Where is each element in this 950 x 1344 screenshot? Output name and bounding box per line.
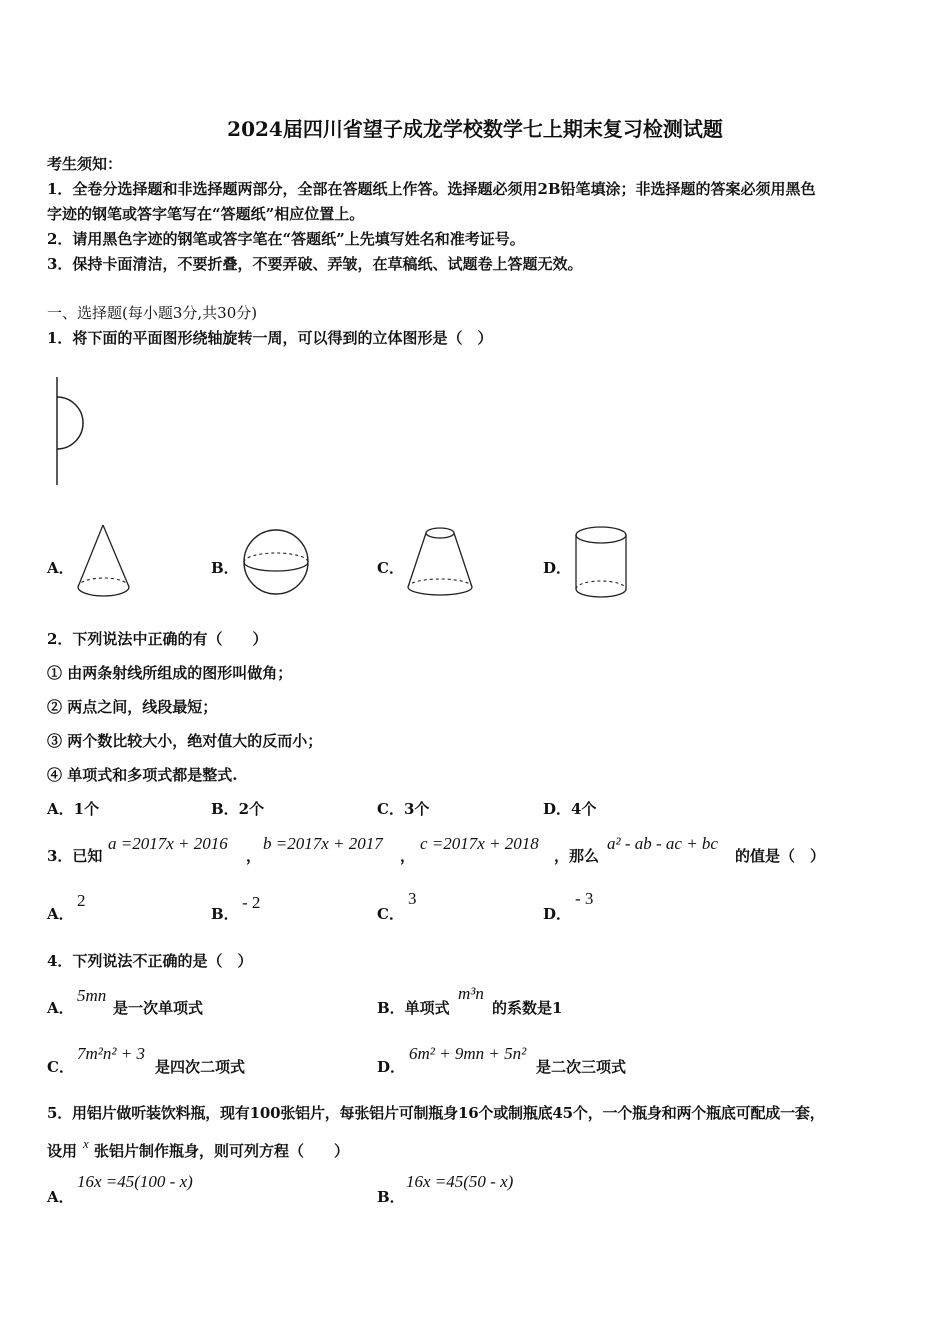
q3-option-d-label: D． <box>543 905 572 923</box>
q2-option-b: B．2个 <box>211 800 265 818</box>
q3-separator-1: ， <box>246 847 262 865</box>
q4-option-a-text: 是一次单项式 <box>113 999 204 1017</box>
q2-statement-2: ② 两点之间，线段最短； <box>47 698 218 716</box>
q3-option-b-value: - 2 <box>242 893 261 912</box>
q4-option-d-label: D． <box>377 1058 406 1076</box>
q3-option-a-label: A． <box>47 905 74 923</box>
q4-option-b-expr: m³n <box>458 984 484 1003</box>
q2-statement-3: ③ 两个数比较大小，绝对值大的反而小； <box>47 732 323 750</box>
cylinder-icon <box>574 524 632 600</box>
notice-line-2: 2．请用黑色字迹的钢笔或答字笔在“答题纸”上先填写姓名和准考证号。 <box>47 230 525 248</box>
q5-variable: x <box>83 1136 89 1151</box>
q3-equation-c: c =2017x + 2018 <box>420 834 539 853</box>
q3-option-a-value: 2 <box>77 891 86 910</box>
q4-option-d-expr: 6m² + 9mn + 5n² <box>409 1044 527 1063</box>
q1-option-c-label: C． <box>377 559 404 577</box>
q3-suffix: 的值是（ ） <box>735 847 826 865</box>
q4-option-c-expr: 7m²n² + 3 <box>77 1044 145 1063</box>
q5-option-a-label: A． <box>47 1188 74 1206</box>
q2-statement-4: ④ 单项式和多项式都是整式. <box>47 766 238 784</box>
q4-option-c-text: 是四次二项式 <box>155 1058 246 1076</box>
q3-option-d-value: - 3 <box>575 889 594 908</box>
q3-prefix: 3．已知 <box>47 847 103 865</box>
q2-option-a: A．1个 <box>47 800 100 818</box>
q2-option-c: C．3个 <box>377 800 430 818</box>
q4-option-a-label: A． <box>47 999 74 1017</box>
sphere-icon <box>242 528 314 600</box>
q3-equation-a: a =2017x + 2016 <box>108 834 228 853</box>
q4-option-b-label: B．单项式 <box>377 999 450 1017</box>
q5-stem-line-2a: 设用 <box>47 1142 78 1160</box>
q3-expression: a² - ab - ac + bc <box>607 834 718 853</box>
q4-stem: 4．下列说法不正确的是（ ） <box>47 952 253 970</box>
q5-stem-line-1: 5．用铝片做听装饮料瓶，现有100张铝片，每张铝片可制瓶身16个或制瓶底45个，一个瓶身和两个瓶底可配成一套， <box>47 1104 825 1122</box>
notice-line-1a: 1．全卷分选择题和非选择题两部分，全部在答题纸上作答。选择题必须用2B铅笔填涂；非选择题的答案必须用黑色 <box>47 180 816 198</box>
page-title: 2024届四川省望子成龙学校数学七上期末复习检测试题 <box>227 117 723 141</box>
q4-option-a-expr: 5mn <box>77 986 107 1005</box>
notice-line-1b: 字迹的钢笔或答字笔写在“答题纸”相应位置上。 <box>47 205 365 223</box>
q5-stem-line-2b: 张铝片制作瓶身，则可列方程（ ） <box>94 1142 350 1160</box>
q4-option-b-text: 的系数是1 <box>492 999 563 1017</box>
q4-option-d-text: 是二次三项式 <box>536 1058 627 1076</box>
q4-option-c-label: C． <box>47 1058 74 1076</box>
frustum-icon <box>405 525 477 597</box>
q5-option-a-expr: 16x =45(100 - x) <box>77 1172 193 1191</box>
q1-option-d-label: D． <box>543 559 572 577</box>
section-heading: 一、选择题(每小题3分,共30分) <box>47 304 258 322</box>
cone-icon <box>76 523 132 599</box>
q1-option-b-label: B． <box>211 559 239 577</box>
q1-stem: 1．将下面的平面图形绕轴旋转一周，可以得到的立体图形是（ ） <box>47 329 493 347</box>
q2-stem: 2．下列说法中正确的有（ ） <box>47 630 268 648</box>
notice-line-3: 3．保持卡面清洁，不要折叠，不要弄破、弄皱，在草稿纸、试题卷上答题无效。 <box>47 255 583 273</box>
q3-option-b-label: B． <box>211 905 239 923</box>
half-circle-axis-figure <box>50 375 90 490</box>
q5-option-b-label: B． <box>377 1188 405 1206</box>
notice-heading: 考生须知： <box>47 155 123 173</box>
q3-separator-2: ， <box>400 847 416 865</box>
q3-option-c-label: C． <box>377 905 404 923</box>
q1-option-a-label: A． <box>47 559 74 577</box>
q3-equation-b: b =2017x + 2017 <box>263 834 383 853</box>
q2-option-d: D．4个 <box>543 800 597 818</box>
q5-option-b-expr: 16x =45(50 - x) <box>406 1172 514 1191</box>
q3-option-c-value: 3 <box>408 889 417 908</box>
q3-then: ，那么 <box>554 847 600 865</box>
q2-statement-1: ① 由两条射线所组成的图形叫做角； <box>47 664 293 682</box>
